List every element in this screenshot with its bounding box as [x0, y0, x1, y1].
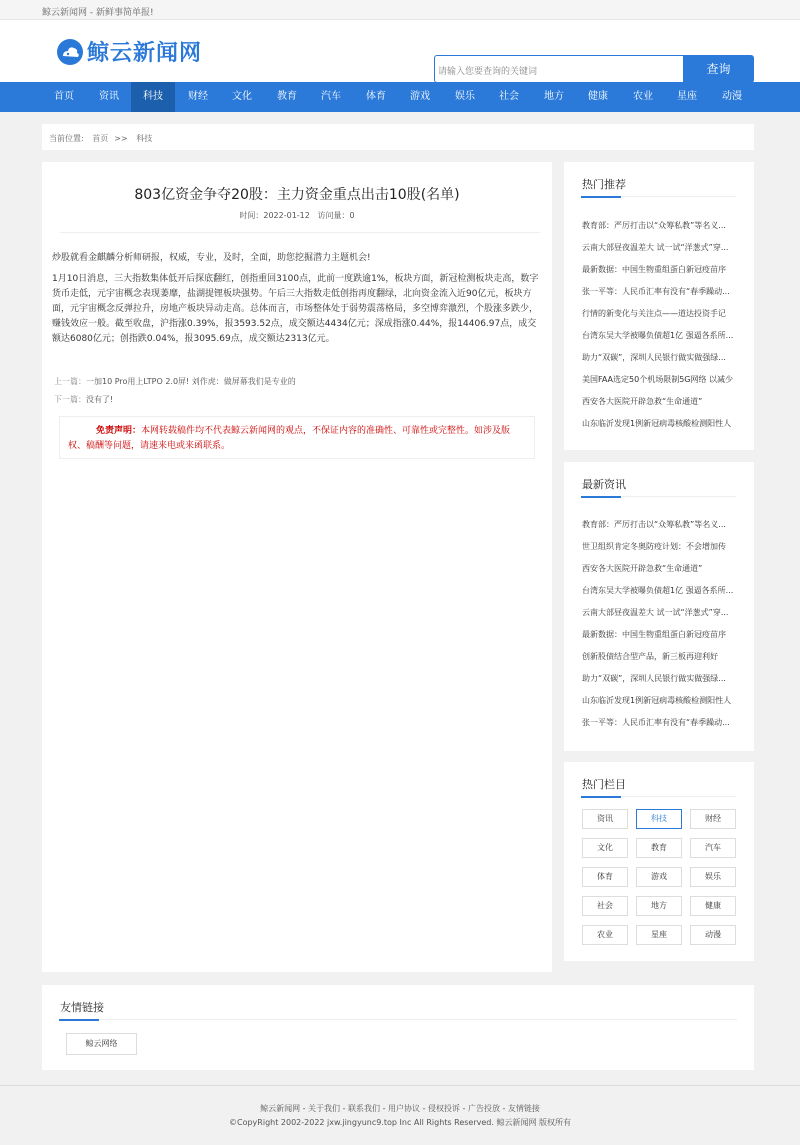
footer-copyright: ©CopyRight 2002-2022 jxw.jingyunc9.top Inc All Rights Reserved. 鲸云新闻网 版权所有	[229, 1118, 571, 1127]
divider	[581, 196, 736, 197]
nav-item[interactable]: 农业	[633, 91, 653, 102]
column-tag[interactable]: 健康	[690, 896, 736, 916]
search-input[interactable]: 请输入您要查询的关键词	[434, 55, 684, 83]
news-link[interactable]: 教育部：严厉打击以“众筹私教”等名义...	[582, 221, 726, 230]
column-tag[interactable]: 动漫	[690, 925, 736, 945]
article-views: 访问量：0	[317, 211, 355, 220]
news-link[interactable]: 云南大部昼夜温差大 试一试“洋葱式”穿...	[582, 243, 729, 252]
breadcrumb-current[interactable]: 科技	[136, 134, 153, 143]
footer-links[interactable]: 鲸云新闻网 - 关于我们 - 联系我们 - 用户协议 - 侵权投诉 - 广告投放 - 友情链接	[260, 1104, 540, 1113]
disclaimer-label: 免责声明：	[96, 426, 142, 436]
nav-item[interactable]: 汽车	[321, 91, 341, 102]
friend-link[interactable]: 鲸云网络	[66, 1033, 137, 1055]
news-link[interactable]: 世卫组织肯定冬奥防疫计划：不会增加传	[582, 542, 726, 551]
news-link[interactable]: 助力“双碳”，深圳人民银行做实做强绿...	[582, 353, 726, 362]
nav-item[interactable]: 首页	[54, 91, 74, 102]
news-link[interactable]: 西安各大医院开辟急救“生命通道”	[582, 397, 703, 406]
friend-links-title: 友情链接	[60, 1001, 104, 1014]
column-tag[interactable]: 社会	[582, 896, 628, 916]
news-link[interactable]: 最新数据：中国生物重组蛋白新冠疫苗序	[582, 265, 726, 274]
divider	[60, 232, 540, 233]
divider	[581, 496, 736, 497]
nav-item[interactable]: 地方	[544, 91, 564, 102]
news-link[interactable]: 行情的新变化与关注点——道达投资手记	[582, 309, 726, 318]
disclaimer-text: 本网转载稿件均不代表鲸云新闻网的观点，不保证内容的准确性、可靠性或完整性。如涉及版权、稿酬等问题，请速来电或来函联系。	[68, 426, 511, 451]
latest-news-title: 最新资讯	[582, 478, 626, 491]
news-link[interactable]: 山东临沂发现1例新冠病毒核酸检测阳性人	[582, 696, 732, 705]
nav-item[interactable]: 资讯	[99, 91, 119, 102]
column-tag[interactable]: 资讯	[582, 809, 628, 829]
column-tag[interactable]: 汽车	[690, 838, 736, 858]
news-link[interactable]: 山东临沂发现1例新冠病毒核酸检测阳性人	[582, 419, 732, 428]
news-link[interactable]: 创新股债结合型产品，新三板再迎利好	[582, 652, 718, 661]
column-tag[interactable]: 文化	[582, 838, 628, 858]
header	[0, 20, 800, 82]
breadcrumb	[42, 124, 754, 150]
cloud-logo-icon	[56, 38, 84, 66]
news-link[interactable]: 最新数据：中国生物重组蛋白新冠疫苗序	[582, 630, 726, 639]
article-body: 1月10日消息，三大指数集体低开后探底翻红，创指重回3100点，此前一度跌逾1%，板块方面，新冠检测板块走高，数字货币走低，元宇宙概念表现萎靡，盐湖提锂板块强势。午后三大指数走低创指再度翻绿，北向资金流入近90亿元，板块方面，元宇宙概念反弹拉升，房地产板块异动走高。总体而言，市场整体处于弱势震荡格局，多空博弈激烈，个股涨多跌少，赚钱效应一般。截至收盘，沪指涨0.39%，报3593.52点，成交额达4434亿元；深成指涨0.44%，报14406.97点，成交额达6080亿元；创指跌0.04%，报3095.69点，成交额达2313亿元。	[52, 274, 539, 344]
nav-item[interactable]: 文化	[232, 91, 252, 102]
news-link[interactable]: 台湾东吴大学被曝负债超1亿 强逼各系所...	[582, 586, 734, 595]
news-link[interactable]: 张一平等：人民币汇率有没有“春季躁动...	[582, 287, 730, 296]
nav-item[interactable]: 娱乐	[455, 91, 475, 102]
latest-news-panel	[564, 462, 754, 751]
news-link[interactable]: 云南大部昼夜温差大 试一试“洋葱式”穿...	[582, 608, 729, 617]
nav-item[interactable]: 财经	[188, 91, 208, 102]
column-tag[interactable]: 教育	[636, 838, 682, 858]
friend-links-panel	[42, 985, 754, 1070]
divider	[59, 1019, 737, 1020]
news-link[interactable]: 西安各大医院开辟急救“生命通道”	[582, 564, 703, 573]
article-title: 803亿资金争夺20股：主力资金重点出击10股(名单)	[134, 187, 460, 203]
nav-item[interactable]: 体育	[366, 91, 386, 102]
nav-item[interactable]: 游戏	[410, 91, 430, 102]
footer	[0, 1085, 800, 1145]
news-link[interactable]: 台湾东吴大学被曝负债超1亿 强逼各系所...	[582, 331, 734, 340]
nav-item[interactable]: 星座	[677, 91, 697, 102]
news-link[interactable]: 张一平等：人民币汇率有没有“春季躁动...	[582, 718, 730, 727]
column-tag[interactable]: 娱乐	[690, 867, 736, 887]
nav-item[interactable]: 科技	[131, 82, 175, 112]
news-link[interactable]: 美国FAA选定50个机场限制5G网络 以减少	[582, 375, 734, 384]
column-tag[interactable]: 地方	[636, 896, 682, 916]
news-link[interactable]: 助力“双碳”，深圳人民银行做实做强绿...	[582, 674, 726, 683]
article-intro: 炒股就看金麒麟分析师研报，权威，专业，及时，全面，助您挖掘潜力主题机会!	[52, 253, 371, 263]
column-tag[interactable]: 财经	[690, 809, 736, 829]
divider	[581, 796, 736, 797]
breadcrumb-label: 当前位置:	[49, 134, 84, 143]
main-nav	[0, 82, 800, 112]
search-button[interactable]: 查询	[683, 55, 754, 83]
site-name: 鲸云新闻网	[87, 41, 203, 66]
hot-recommend-panel	[564, 162, 754, 450]
column-tag[interactable]: 农业	[582, 925, 628, 945]
hot-columns-title: 热门栏目	[582, 778, 626, 791]
news-link[interactable]: 教育部：严厉打击以“众筹私教”等名义...	[582, 520, 726, 529]
site-logo[interactable]	[56, 36, 202, 67]
column-tag[interactable]: 星座	[636, 925, 682, 945]
next-article	[54, 394, 113, 405]
article-time: 时间：2022-01-12	[239, 211, 310, 220]
nav-item[interactable]: 动漫	[722, 91, 742, 102]
article-meta	[42, 210, 552, 221]
nav-item[interactable]: 健康	[588, 91, 608, 102]
nav-item[interactable]: 社会	[499, 91, 519, 102]
next-label: 下一篇：	[54, 395, 86, 404]
breadcrumb-home[interactable]: 首页	[92, 134, 109, 143]
column-tag[interactable]: 游戏	[636, 867, 682, 887]
hot-recommend-title: 热门推荐	[582, 178, 626, 191]
column-tag[interactable]: 科技	[636, 809, 682, 829]
disclaimer	[59, 416, 535, 459]
hot-columns-panel	[564, 762, 754, 961]
article-panel	[42, 162, 552, 972]
column-tag[interactable]: 体育	[582, 867, 628, 887]
prev-label: 上一篇：	[54, 377, 86, 386]
site-slogan: 鲸云新闻网 - 新鲜事简单报!	[42, 8, 154, 18]
nav-item[interactable]: 教育	[277, 91, 297, 102]
next-article-link[interactable]: 没有了!	[86, 395, 114, 404]
breadcrumb-separator: >>	[114, 134, 128, 143]
prev-article-link[interactable]: 一加10 Pro用上LTPO 2.0屏! 刘作虎：做屏幕我们是专业的	[86, 377, 296, 386]
prev-article	[54, 376, 296, 387]
top-bar	[0, 0, 800, 20]
